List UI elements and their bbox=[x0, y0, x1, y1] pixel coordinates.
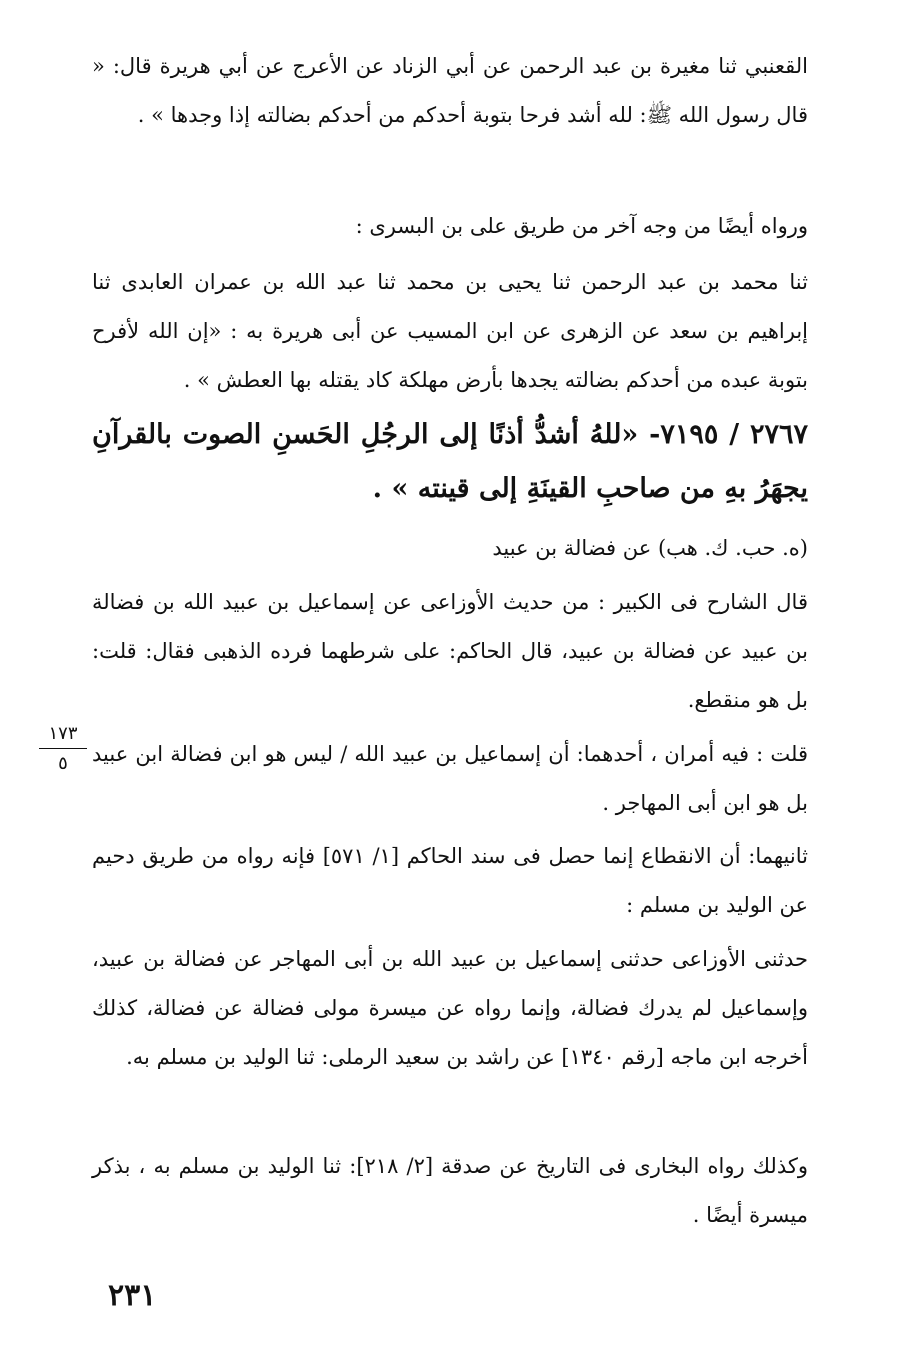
margin-ref-top: ١٧٣ bbox=[48, 723, 78, 744]
margin-ref-divider bbox=[39, 748, 87, 749]
paragraph-other-route: ورواه أيضًا من وجه آخر من طريق على بن البسرى : bbox=[355, 214, 808, 238]
hadith-sources: (ه. حب. ك. هب) عن فضالة بن عبيد bbox=[492, 536, 808, 560]
commentary-bukhari: وكذلك رواه البخارى فى التاريخ عن صدقة [٢/ ٢١٨]: ثنا الوليد بن مسلم به ، بذكر ميسرة أيضًا . bbox=[92, 1154, 808, 1227]
commentary-two-matters: قلت : فيه أمران ، أحدهما: أن إسماعيل بن عبيد الله / ليس هو ابن فضالة ابن عبيد بل هو ابن أبى المهاجر . bbox=[92, 742, 808, 815]
hadith-text: ٢٧٦٧ / ٧١٩٥- «للهُ أشدُّ أذنًا إلى الرجُلِ الحَسنِ الصوت بالقرآنِ يجهَرُ بهِ من صاحبِ القينَةِ إلى قينته » . bbox=[92, 419, 808, 504]
commentary-second-matter: ثانيهما: أن الانقطاع إنما حصل فى سند الحاكم [١/ ٥٧١] فإنه رواه من طريق دحيم عن الوليد بن مسلم : bbox=[92, 844, 808, 917]
paragraph-chain-qanabi: القعنبي ثنا مغيرة بن عبد الرحمن عن أبي الزناد عن الأعرج عن أبي هريرة قال: « قال رسول الله ﷺ: لله أشد فرحا بتوبة أحدكم من أحدكم بضالته إذا وجدها » . bbox=[92, 54, 808, 127]
commentary-sharih: قال الشارح فى الكبير : من حديث الأوزاعى عن إسماعيل بن عبيد الله بن فضالة بن عبيد عن فضالة بن عبيد، قال الحاكم: على شرطهما فرده الذهبى فقال: قلت: بل هو منقطع. bbox=[92, 590, 808, 712]
margin-ref-bottom: ٥ bbox=[58, 753, 68, 774]
commentary-awzai-chain: حدثنى الأوزاعى حدثنى إسماعيل بن عبيد الله بن أبى المهاجر عن فضالة بن عبيد، وإسماعيل لم يدرك فضالة، وإنما رواه عن ميسرة مولى فضالة عن فضالة، كذلك أخرجه ابن ماجه [رقم ١٣٤٠] عن راشد بن سعيد الرملى: ثنا الوليد بن مسلم به. bbox=[92, 947, 808, 1069]
margin-volume-reference bbox=[38, 722, 88, 776]
paragraph-chain-muhammad: ثنا محمد بن عبد الرحمن ثنا يحيى بن محمد ثنا عبد الله بن عمران العابدى ثنا إبراهيم بن سعد عن الزهرى عن ابن المسيب عن أبى هريرة به : «إن الله لأفرح بتوبة عبده من أحدكم بضالته يجدها بأرض مهلكة كاد يقتله بها العطش » . bbox=[92, 270, 808, 392]
page-number: ٢٣١ bbox=[108, 1278, 157, 1313]
